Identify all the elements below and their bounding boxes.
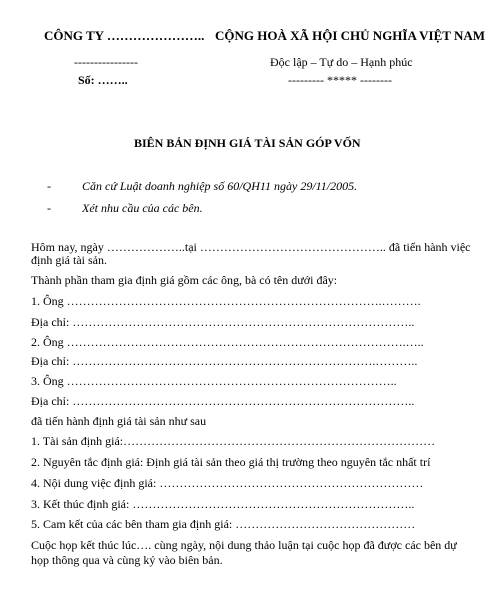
- document-title: BIÊN BẢN ĐỊNH GIÁ TÀI SẢN GÓP VỐN: [134, 136, 361, 150]
- closing-line: Cuộc họp kết thúc lúc…. cùng ngày, nội dung thảo luận tại cuộc họp đã được các bên dự: [31, 538, 457, 552]
- intro-line-2: định giá tài sản.: [31, 253, 107, 267]
- company-name: CÔNG TY …………………..: [44, 28, 205, 43]
- member-name-3: 3. Ông ………………………………………………………………………..: [31, 374, 397, 388]
- member-name-2: 2. Ông ………………………………………………………………………….…..: [31, 335, 424, 349]
- member-address-3: Địa chỉ: …………………………………………………………………………..: [31, 394, 415, 408]
- item-commitment: 5. Cam kết của các bên tham gia định giá: ………………………………………: [31, 517, 416, 531]
- member-address-2: Địa chỉ: ………………………………………………………………….………..: [31, 354, 418, 368]
- proceed-line: đã tiến hành định giá tài sản như sau: [31, 414, 207, 428]
- basis-bullet: -: [47, 179, 51, 193]
- item-principle: 2. Nguyên tắc định giá: Định giá tài sản theo giá thị trường theo nguyên tắc nhất trí: [31, 455, 431, 469]
- item-conclusion: 3. Kết thúc định giá: ……………………………………………………………..: [31, 497, 415, 511]
- basis-needs: Xét nhu cầu của các bên.: [82, 201, 203, 215]
- company-dashes: ----------------: [74, 55, 138, 69]
- basis-law: Căn cứ Luật doanh nghiệp số 60/QH11 ngày 29/11/2005.: [82, 179, 358, 193]
- nation-name: CỘNG HOÀ XÃ HỘI CHỦ NGHĨA VIỆT NAM: [215, 28, 486, 43]
- member-name-1: 1. Ông …………………………………………………………………….……….: [31, 294, 421, 308]
- member-address-1: Địa chỉ: …………………………………………………………………………..: [31, 315, 415, 329]
- basis-bullet: -: [47, 201, 51, 215]
- item-content: 4. Nội dung việc định giá: …………………………………………………………: [31, 476, 424, 490]
- closing-line-2: họp thông qua và cùng ký vào biên bản.: [31, 553, 223, 567]
- members-intro: Thành phần tham gia định giá gồm các ông, bà có tên dưới đây:: [31, 273, 338, 287]
- motto: Độc lập – Tự do – Hạnh phúc: [270, 55, 413, 69]
- intro-line: Hôm nay, ngày ………………..tại ……………………………………….. đã tiến hành việc: [31, 240, 471, 254]
- motto-divider: --------- ***** --------: [288, 73, 392, 87]
- item-asset: 1. Tài sản định giá:……………………………………………………………………: [31, 434, 436, 448]
- document-number: Số: ……..: [78, 73, 128, 87]
